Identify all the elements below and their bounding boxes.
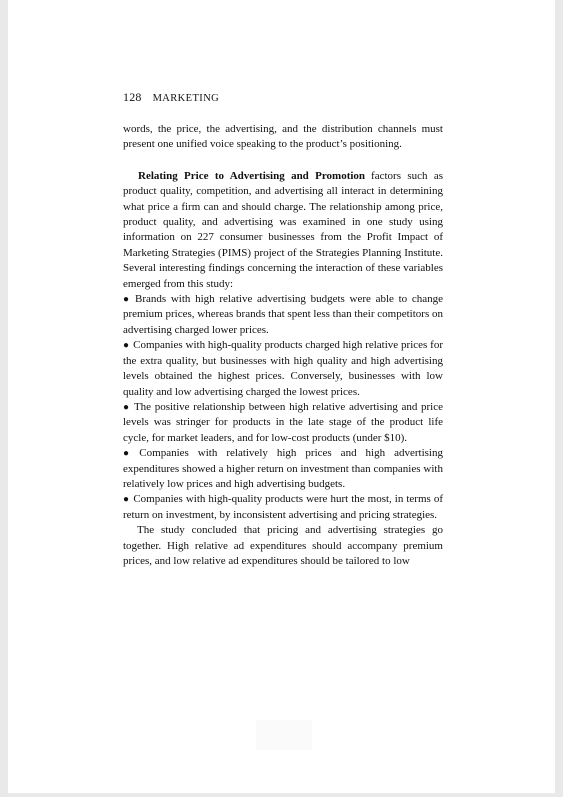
bullet-text: Brands with high relative advertising budgets were able to change premium prices, whereas brands that spent less than their competitors on advertising charged lower prices.	[123, 293, 444, 336]
bullet-text: Companies with relatively high prices and high advertising expenditures showed a higher return on investment than companies with relatively low prices and high advertising budgets.	[123, 447, 443, 490]
bullet-item	[123, 292, 443, 338]
bullet-icon: ●	[123, 448, 136, 460]
page-body	[123, 122, 443, 569]
bullet-item	[123, 338, 443, 400]
page-smudge	[256, 720, 312, 750]
bullet-icon: ●	[123, 494, 130, 506]
bullet-icon: ●	[123, 401, 130, 413]
opening-paragraph: words, the price, the advertising, and the distribution channels must present one unified voice speaking to the product’s positioning.	[123, 123, 443, 151]
bullet-text: The positive relationship between high relative advertising and price levels was stringer for products in the late stage of the product life cycle, for market leaders, and for low-cost products (under $10).	[123, 400, 443, 444]
section-text: factors such as product quality, competition, and advertising all interact in determining what price a firm can and should charge. The relationship among price, product quality, and advertising was examined in one study using information on 227 consumer businesses from the Profit Impact of Marketing Strategies (PIMS) project of the Strategies Planning Institute. Several interesting findings concerning the interaction of these variables emerged from this study:	[123, 169, 443, 290]
running-title: MARKETING	[152, 93, 220, 104]
bullet-icon: ●	[123, 294, 131, 306]
bullet-text: Companies with high-quality products were hurt the most, in terms of return on investment, by inconsistent advertising and pricing strategies.	[123, 493, 443, 521]
bullet-item	[123, 446, 443, 492]
section-heading: Relating Price to Advertising and Promotion	[138, 169, 366, 182]
running-header	[123, 90, 219, 105]
bullet-icon: ●	[123, 340, 130, 352]
closing-paragraph: The study concluded that pricing and advertising strategies go together. High relative ad expenditures should accompany premium prices, and low relative ad expenditures should be tailored to low	[123, 524, 443, 567]
bullet-item	[123, 400, 443, 446]
section-paragraph	[123, 169, 443, 292]
page-number: 128	[123, 90, 142, 104]
bullet-item	[123, 492, 443, 523]
bullet-text: Companies with high-quality products charged high relative prices for the extra quality, but businesses with high quality and high advertising levels obtained the highest prices. Conversely, businesses with low quality and low advertising charged the lowest prices.	[123, 339, 443, 398]
